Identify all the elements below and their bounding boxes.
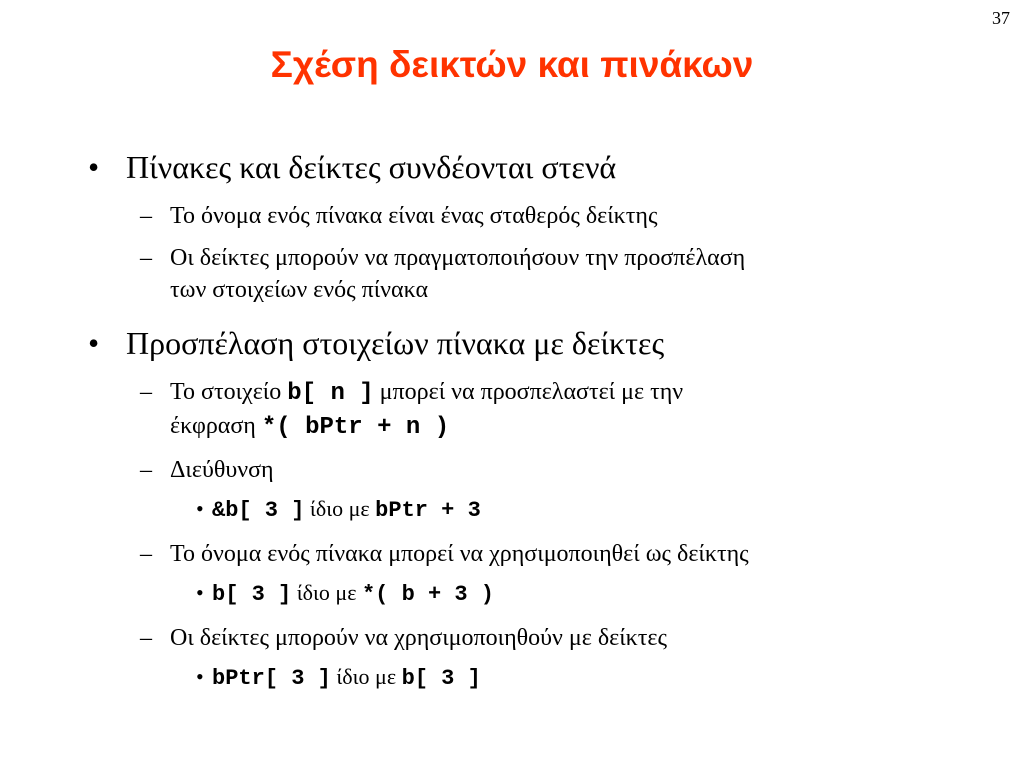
bullet-text: Προσπέλαση στοιχείων πίνακα με δείκτες: [126, 325, 665, 361]
sub-bullet-text: ίδιο με: [330, 664, 402, 689]
bullet-marker: •: [88, 149, 100, 185]
code-snippet: bPtr + 3: [375, 498, 481, 523]
dash-marker: –: [140, 379, 152, 405]
sub-bullet-item: [88, 578, 988, 610]
code-snippet: b[ n ]: [287, 380, 374, 407]
bullet-item: [88, 324, 988, 362]
page-number: 37: [992, 8, 1010, 28]
slide-title: Σχέση δεικτών και πινάκων: [270, 44, 754, 85]
dash-marker: –: [140, 541, 152, 567]
dash-item: [88, 376, 988, 444]
dash-text: Το στοιχείο: [170, 379, 288, 405]
sub-bullet-item: [88, 494, 988, 526]
sub-bullet-marker: •: [196, 496, 204, 521]
sub-bullet-text: ίδιο με: [291, 580, 362, 605]
dash-text: μπορεί να προσπελαστεί με την: [373, 379, 684, 405]
code-snippet: b[ 3 ]: [401, 666, 481, 691]
code-snippet: &b[ 3 ]: [212, 498, 305, 523]
dash-text: έκφραση: [170, 413, 262, 439]
dash-item: [88, 538, 988, 570]
sub-bullet-marker: •: [196, 580, 204, 605]
dash-text: Διεύθυνση: [170, 457, 274, 483]
bullet-marker: •: [88, 325, 100, 361]
code-snippet: bPtr[ 3 ]: [212, 666, 331, 691]
dash-marker: –: [140, 203, 152, 229]
dash-item: [88, 242, 988, 306]
bullet-item: [88, 148, 988, 186]
dash-text: Το όνομα ενός πίνακα μπορεί να χρησιμοποιηθεί ως δείκτης: [170, 541, 749, 567]
sub-bullet-marker: •: [196, 664, 204, 689]
sub-bullet-item: [88, 662, 988, 694]
dash-marker: –: [140, 245, 152, 271]
dash-item: [88, 454, 988, 486]
code-snippet: b[ 3 ]: [212, 582, 292, 607]
dash-text-line2: των στοιχείων ενός πίνακα: [170, 277, 429, 303]
dash-item: [88, 200, 988, 232]
dash-text-line1: Οι δείκτες μπορούν να πραγματοποιήσουν την προσπέλαση: [170, 245, 746, 271]
code-snippet: *( b + 3 ): [361, 582, 494, 607]
bullet-text: Πίνακες και δείκτες συνδέονται στενά: [126, 149, 617, 185]
slide-content: [88, 148, 988, 706]
dash-marker: –: [140, 457, 152, 483]
dash-text: Το όνομα ενός πίνακα είναι ένας σταθερός δείκτης: [170, 203, 658, 229]
dash-text: Οι δείκτες μπορούν να χρησιμοποιηθούν με δείκτες: [170, 625, 667, 651]
dash-marker: –: [140, 625, 152, 651]
code-snippet: *( bPtr + n ): [261, 414, 450, 441]
sub-bullet-text: ίδιο με: [304, 496, 376, 521]
dash-item: [88, 622, 988, 654]
